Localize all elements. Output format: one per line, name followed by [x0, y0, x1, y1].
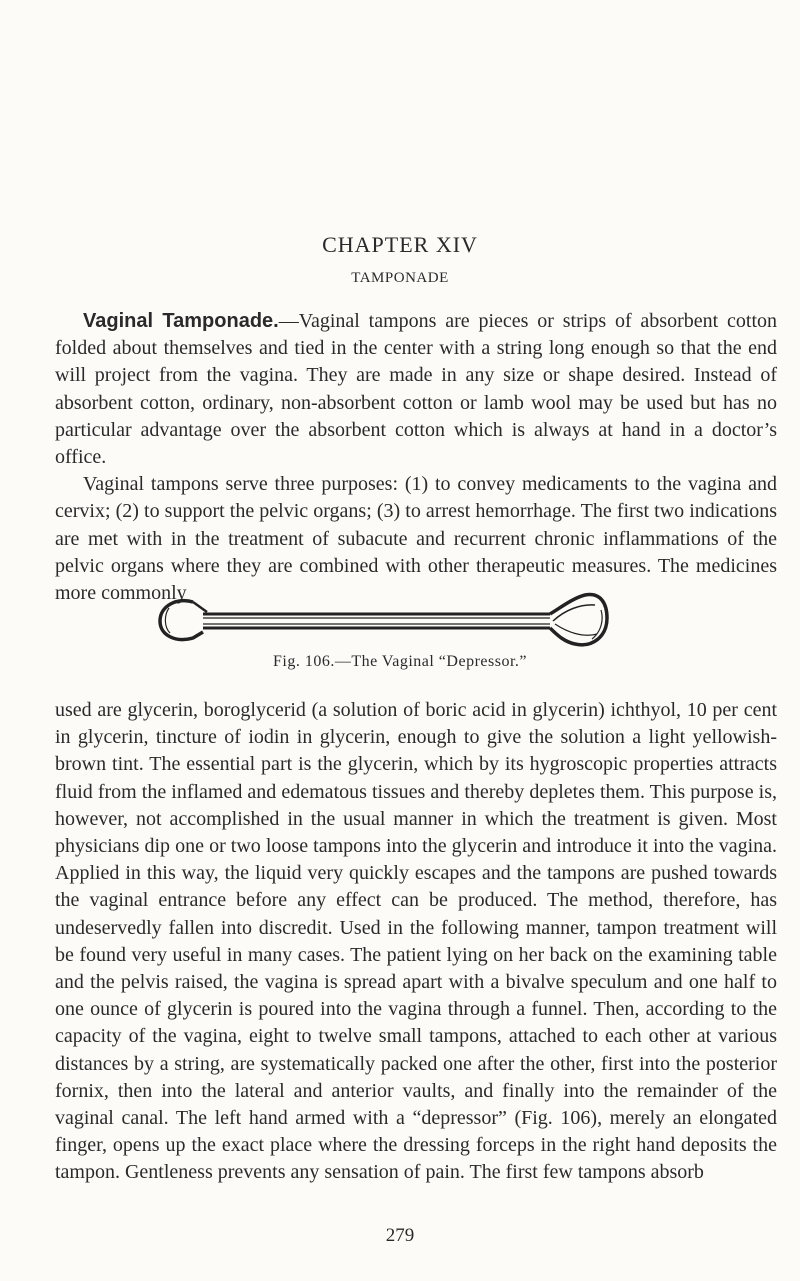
page-number: 279 — [385, 1225, 415, 1246]
paragraph-2: Vaginal tampons serve three purposes: (1) to convey medicaments to the vagina and cervix; (2) to support the pelvic organs; (3) to arrest hemorrhage. The first two indications are met with in the treatment of subacute and recurrent chronic inflammations of the pelvic organs where they are combined with other therapeutic measures. The medicines more commonly — [55, 473, 777, 605]
depressor-figure — [155, 588, 610, 650]
paragraph-3: used are glycerin, boroglycerid (a solution of boric acid in glycerin) ichthyol, 10 per cent in glycerin, tincture of iodin in glycerin, enough to give the solution a light yellowish-brown tint. The essential part is the glycerin, which by its hygroscopic properties attracts fluid from the inflamed and edematous tissues and thereby depletes them. This purpose is, however, not accomplished in the usual manner in which the treatment is given. Most physicians dip one or two loose tampons into the glycerin and introduce it into the vagina. Applied in this way, the liquid very quickly escapes and the tampons are pushed towards the vaginal entrance before any effect can be produced. The method, therefore, has undeservedly fallen into discredit. Used in the following manner, tampon treatment will be found very useful in many cases. The patient lying on her back on the examining table and the pelvis raised, the vagina is spread apart with a bivalve speculum and one half to one ounce of glycerin is poured into the vagina through a funnel. Then, according to the capacity of the vagina, eight to twelve small tampons, attached to each other at various distances by a string, are systematically packed one after the other, first into the posterior fornix, then into the lateral and anterior vaults, and finally into the remainder of the vaginal canal. The left hand armed with a “depressor” (Fig. 106), merely an elongated finger, opens up the exact place where the dressing forceps in the right hand deposits the tampon. Gentleness prevents any sensation of pain. The first few tampons absorb — [55, 699, 777, 1184]
figure-caption: Fig. 106.—The Vaginal “Depressor.” — [273, 653, 527, 670]
paragraph-1 — [55, 308, 777, 471]
section-title: TAMPONADE — [351, 270, 449, 286]
chapter-title: CHAPTER XIV — [322, 232, 478, 257]
run-in-heading: Vaginal Tamponade. — [83, 310, 279, 332]
vaginal-depressor-icon — [160, 595, 607, 645]
text-block-top — [55, 308, 777, 607]
paragraph-1-body: —Vaginal tampons are pieces or strips of absorbent cotton folded about themselves and tied in the center with a string long enough so that the end will project from the vagina. They are made in any size or shape desired. Instead of absorbent cotton, ordinary, non-absorbent cotton or lamb wool may be used but has no particular advantage over the absorbent cotton which is always at hand in a doctor’s office. — [55, 310, 778, 469]
text-block-bottom — [55, 697, 777, 1187]
